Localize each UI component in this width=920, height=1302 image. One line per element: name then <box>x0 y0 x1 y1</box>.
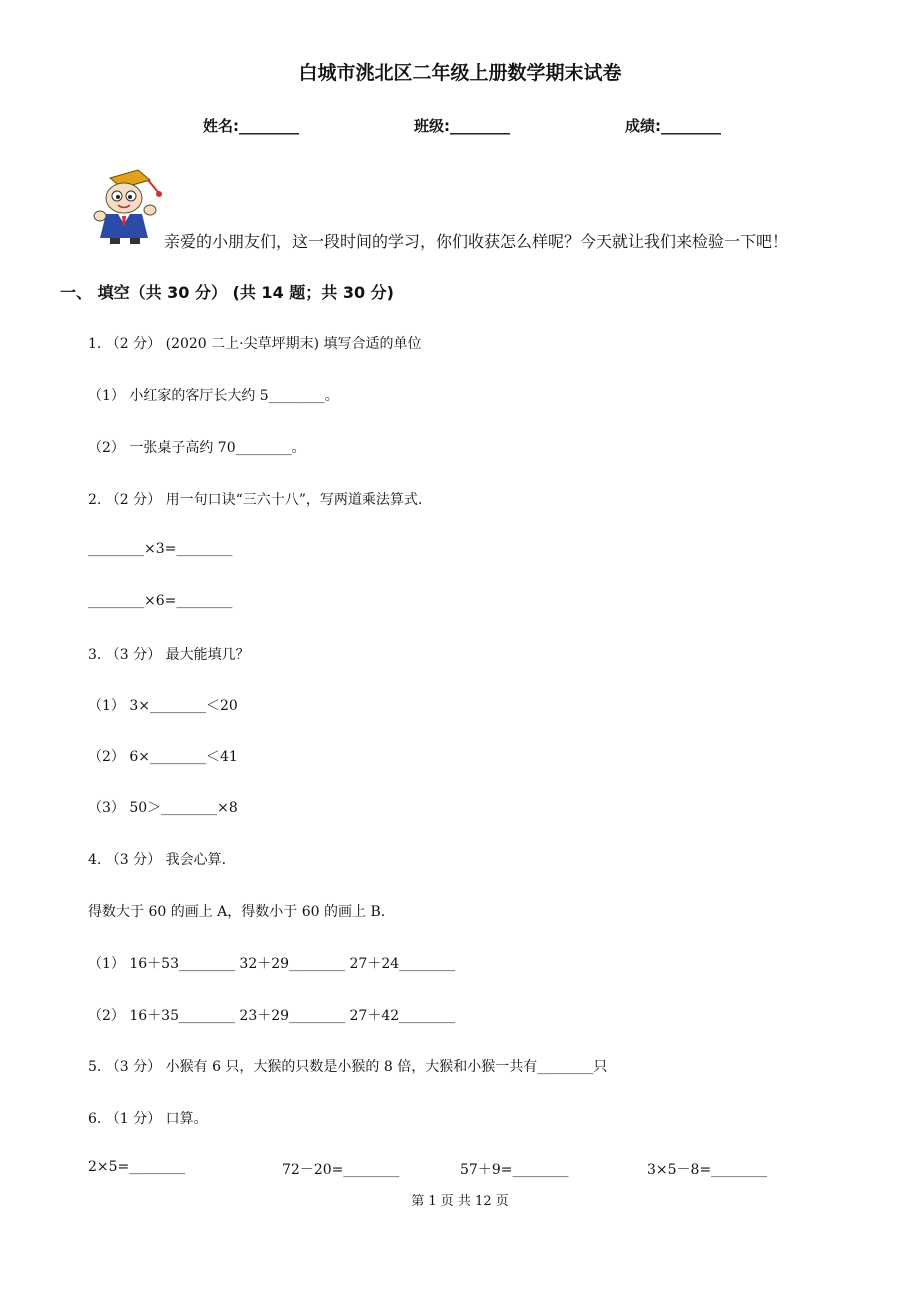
question-3-part-1: （1） 3×________＜20 <box>88 698 238 714</box>
question-6: 6. （1 分） 口算。 <box>88 1111 208 1127</box>
question-1: 1. （2 分） (2020 二上·尖草坪期末) 填写合适的单位 <box>88 336 422 352</box>
score-field: 成绩:________ <box>625 117 721 135</box>
question-6-item-a: 2×5=________ <box>88 1159 186 1175</box>
question-2-line-b: ________×6=________ <box>88 593 233 609</box>
mascot-cartoon-image <box>88 166 166 246</box>
question-3-part-3: （3） 50＞________×8 <box>88 800 238 816</box>
question-2: 2. （2 分） 用一句口诀“三六十八”，写两道乘法算式. <box>88 492 423 508</box>
question-6-item-d: 3×5－8=________ <box>647 1162 768 1178</box>
question-6-item-b: 72－20=________ <box>282 1162 400 1178</box>
question-3: 3. （3 分） 最大能填几？ <box>88 647 250 663</box>
name-field: 姓名:________ <box>203 117 299 135</box>
question-4-description: 得数大于 60 的画上 A，得数小于 60 的画上 B. <box>88 904 386 920</box>
question-4-part-2: （2） 16＋35________ 23＋29________ 27＋42________ <box>88 1008 456 1024</box>
question-3-part-2: （2） 6×________＜41 <box>88 749 238 765</box>
question-2-line-a: ________×3=________ <box>88 541 233 557</box>
section-heading-fill-blank: 一、 填空（共 30 分） (共 14 题；共 30 分) <box>60 283 394 302</box>
question-1-part-2: （2） 一张桌子高约 70________。 <box>88 440 306 456</box>
question-5: 5. （3 分） 小猴有 6 只，大猴的只数是小猴的 8 倍，大猴和小猴一共有________只 <box>88 1059 608 1075</box>
question-6-item-c: 57＋9=________ <box>460 1162 569 1178</box>
question-1-part-1: （1） 小红家的客厅长大约 5________。 <box>88 388 339 404</box>
page-footer: 第 1 页 共 12 页 <box>411 1194 509 1209</box>
greeting-text: 亲爱的小朋友们，这一段时间的学习，你们收获怎么样呢？今天就让我们来检验一下吧！ <box>164 232 789 251</box>
question-4-part-1: （1） 16＋53________ 32＋29________ 27＋24________ <box>88 956 456 972</box>
class-field: 班级:________ <box>414 117 510 135</box>
page-title: 白城市洮北区二年级上册数学期末试卷 <box>298 62 622 84</box>
question-4: 4. （3 分） 我会心算. <box>88 852 227 868</box>
